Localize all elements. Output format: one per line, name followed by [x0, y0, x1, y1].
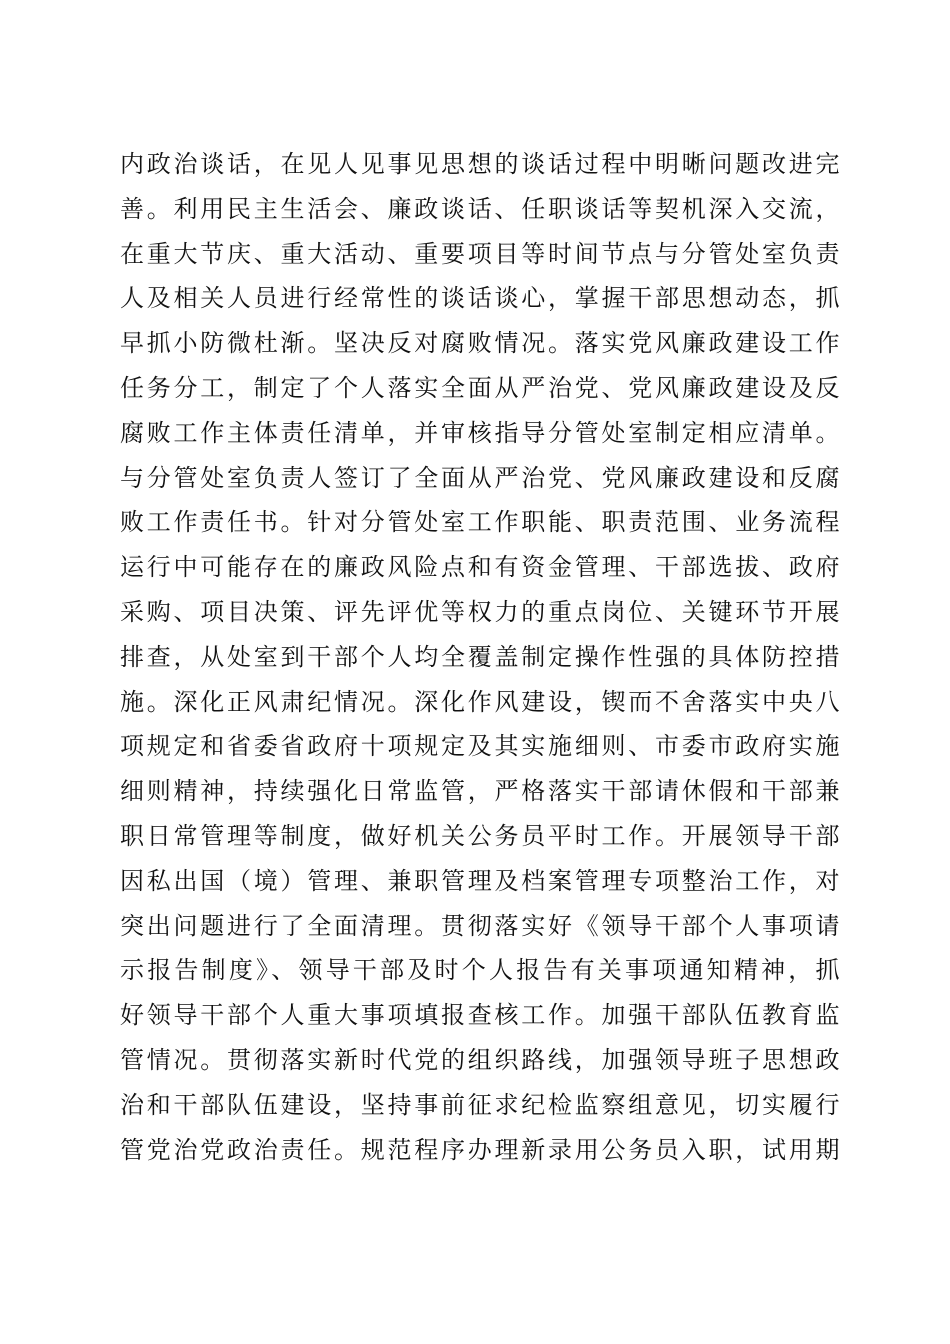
text-line-14: 项规定和省委省政府十项规定及其实施细则、市委市政府实施: [120, 732, 840, 761]
text-line-6: 任务分工，制定了个人落实全面从严治党、党风廉政建设及反: [120, 373, 840, 402]
text-line-5: 早抓小防微杜渐。坚决反对腐败情况。落实党风廉政建设工作: [120, 329, 840, 358]
text-line-21: 管情况。贯彻落实新时代党的组织路线，加强领导班子思想政: [120, 1045, 840, 1074]
text-line-23: 管党治党政治责任。规范程序办理新录用公务员入职，试用期: [120, 1135, 840, 1164]
text-line-13: 施。深化正风肃纪情况。深化作风建设，锲而不舍落实中央八: [120, 687, 840, 716]
text-line-2: 善。利用民主生活会、廉政谈话、任职谈话等契机深入交流，: [120, 194, 840, 223]
text-line-19: 示报告制度》、领导干部及时个人报告有关事项通知精神，抓: [120, 956, 840, 985]
text-line-4: 人及相关人员进行经常性的谈话谈心，掌握干部思想动态，抓: [120, 284, 840, 313]
text-line-12: 排查，从处室到干部个人均全覆盖制定操作性强的具体防控措: [120, 642, 840, 671]
text-line-22: 治和干部队伍建设，坚持事前征求纪检监察组意见，切实履行: [120, 1090, 840, 1119]
text-line-1: 内政治谈话，在见人见事见思想的谈话过程中明晰问题改进完: [120, 150, 840, 178]
text-line-7: 腐败工作主体责任清单，并审核指导分管处室制定相应清单。: [120, 418, 840, 447]
text-line-16: 职日常管理等制度，做好机关公务员平时工作。开展领导干部: [120, 821, 840, 850]
text-line-20: 好领导干部个人重大事项填报查核工作。加强干部队伍教育监: [120, 1001, 840, 1030]
text-line-15: 细则精神，持续强化日常监管，严格落实干部请休假和干部兼: [120, 777, 840, 806]
text-line-3: 在重大节庆、重大活动、重要项目等时间节点与分管处室负责: [120, 239, 840, 268]
text-line-17: 因私出国（境）管理、兼职管理及档案管理专项整治工作，对: [120, 866, 840, 895]
text-line-8: 与分管处室负责人签订了全面从严治党、党风廉政建设和反腐: [120, 463, 840, 492]
text-line-11: 采购、项目决策、评先评优等权力的重点岗位、关键环节开展: [120, 597, 840, 626]
text-line-9: 败工作责任书。针对分管处室工作职能、职责范围、业务流程: [120, 508, 840, 537]
text-line-18: 突出问题进行了全面清理。贯彻落实好《领导干部个人事项请: [120, 911, 840, 940]
text-line-10: 运行中可能存在的廉政风险点和有资金管理、干部选拔、政府: [120, 553, 840, 582]
body-text: [120, 142, 840, 1172]
